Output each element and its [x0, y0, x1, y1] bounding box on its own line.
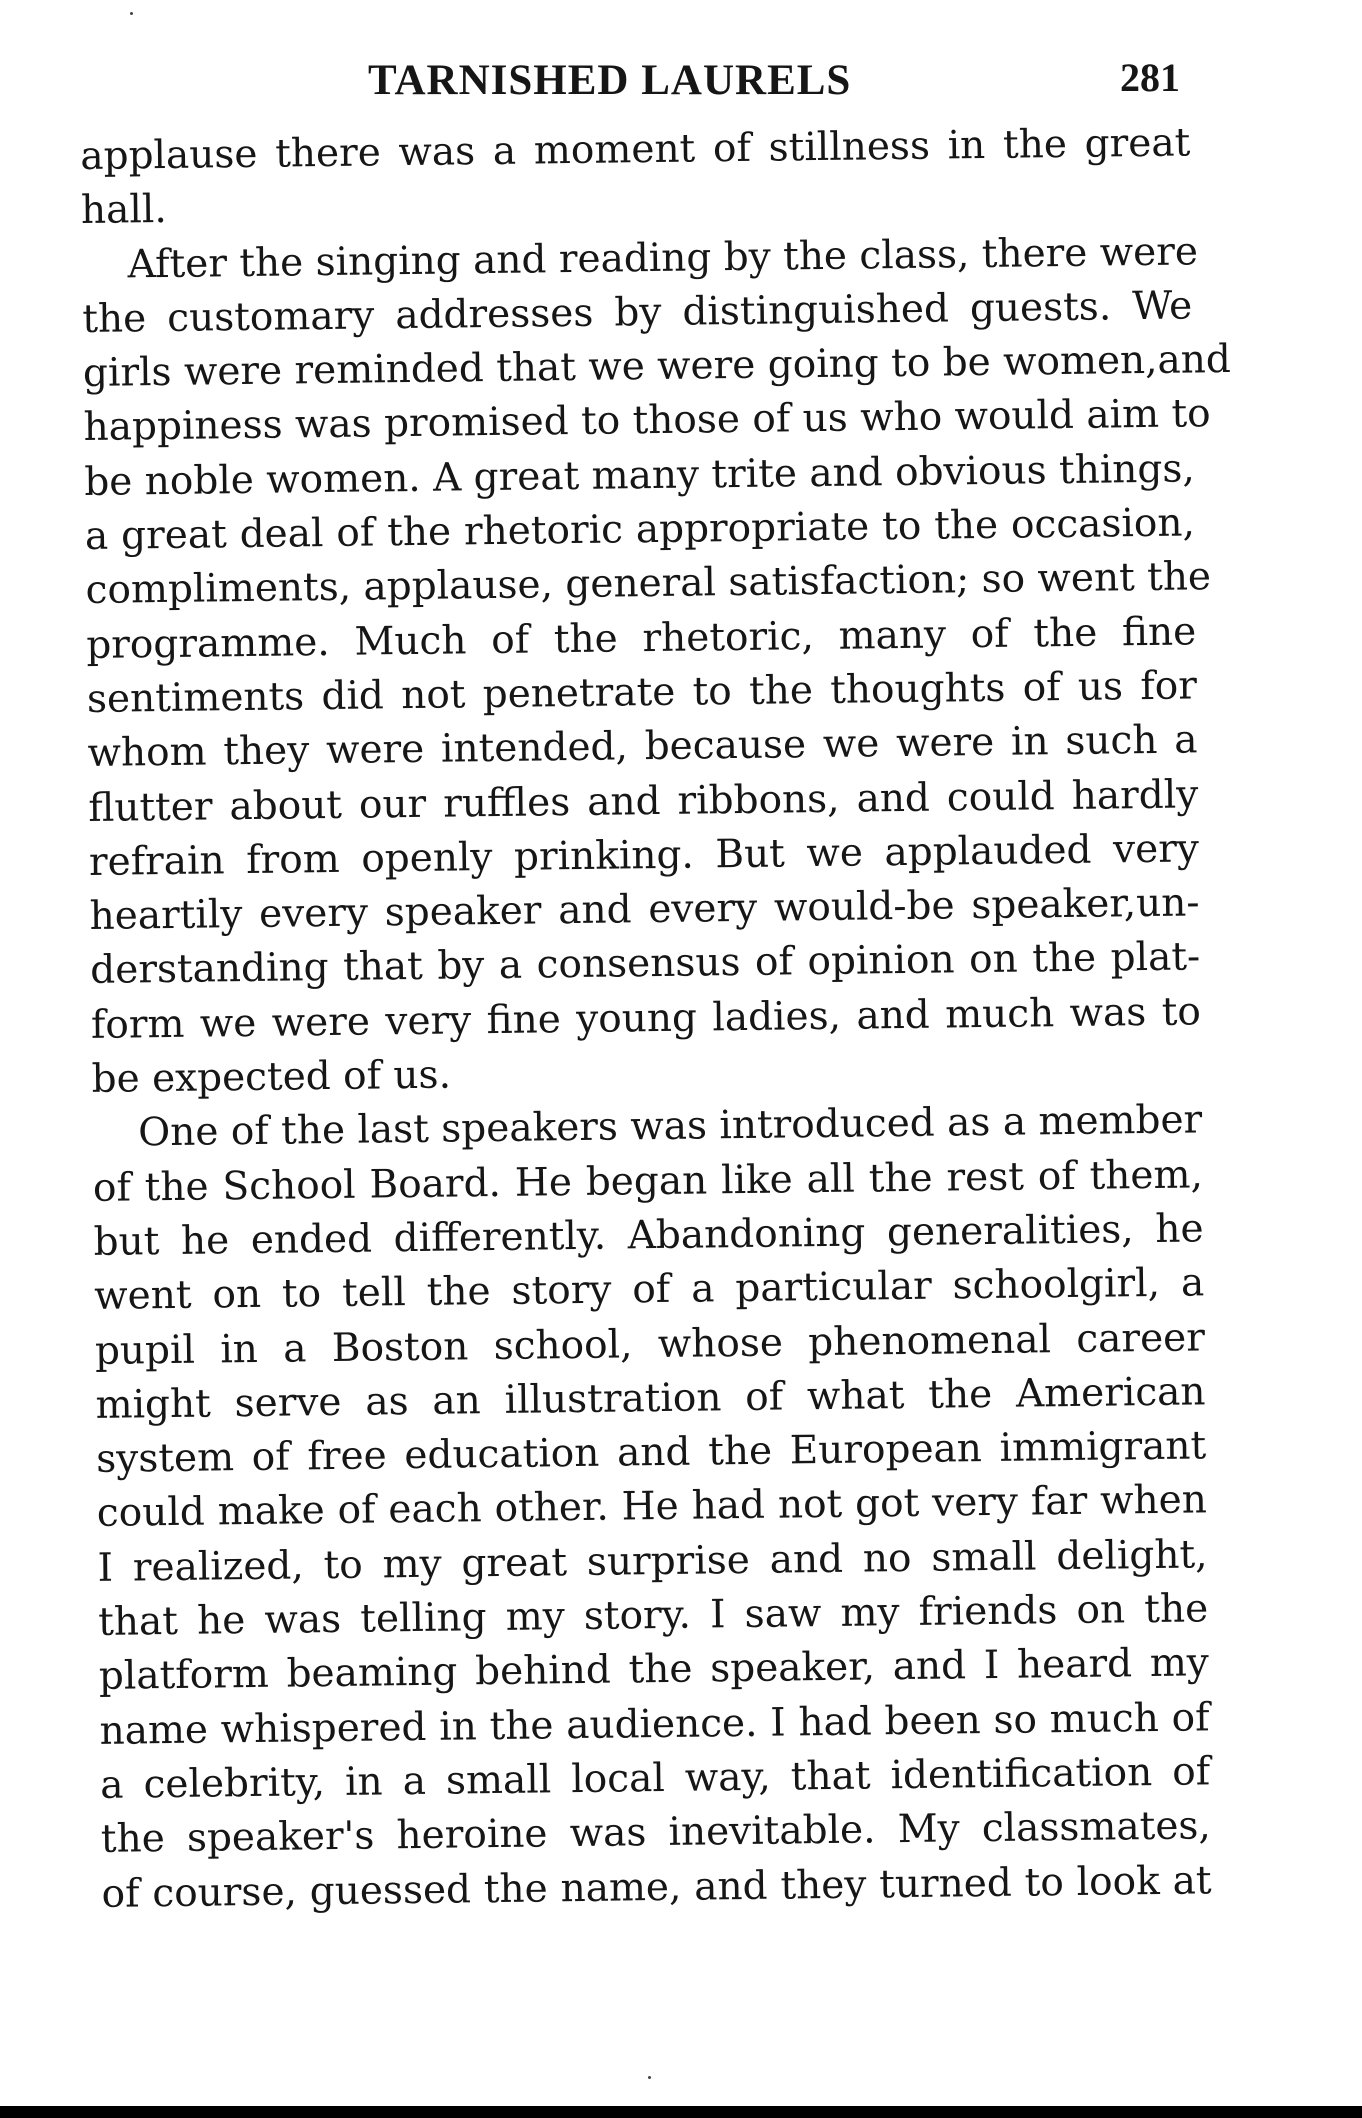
- text-line: platform beaming behind the speaker, and I heard my: [98, 1640, 1210, 1700]
- text-line: derstanding that by a consensus of opinion on the plat-: [89, 934, 1201, 994]
- text-line: a celebrity, in a small local way, that identification of: [99, 1749, 1211, 1808]
- text-line: be noble women. A great many trite and obvious things,: [84, 446, 1196, 505]
- page-number: 281: [1120, 55, 1180, 100]
- text-line: but he ended differently. Abandoning generalities, he: [93, 1206, 1204, 1265]
- text-line: flutter about our ruffles and ribbons, and could hardly: [88, 771, 1199, 831]
- text-line: the speaker's heroine was inevitable. My classmates,: [100, 1803, 1212, 1863]
- text-line: be expected of us.: [91, 1052, 452, 1102]
- scan-speck: [130, 12, 133, 15]
- text-line: refrain from openly prinking. But we applauded very: [88, 826, 1200, 885]
- text-line: form we were very fine young ladies, and much was to: [90, 989, 1202, 1048]
- text-line: could make of each other. He had not got very far when: [96, 1477, 1208, 1537]
- text-line: pupil in a Boston school, whose phenomenal career: [94, 1314, 1206, 1374]
- text-line: name whispered in the audience. I had been so much of: [99, 1694, 1210, 1754]
- text-line: happiness was promised to those of us who would aim to: [83, 391, 1211, 451]
- scan-speck: [648, 2076, 651, 2079]
- text-line: went on to tell the story of a particular schoolgirl, a: [93, 1260, 1205, 1320]
- text-line: of the School Board. He began like all the rest of them,: [92, 1152, 1204, 1211]
- running-title: TARNISHED LAURELS: [368, 57, 852, 104]
- text-line: girls were reminded that we were going to be women,and: [82, 337, 1232, 397]
- running-head: [80, 52, 1180, 112]
- text-line: applause there was a moment of stillness in the great: [80, 120, 1191, 179]
- text-line: the customary addresses by distinguished guests. We: [82, 283, 1193, 342]
- text-line: that he was telling my story. I saw my friends on the: [97, 1586, 1209, 1645]
- body-text: [80, 116, 1232, 1929]
- scan-bottom-edge: [0, 2106, 1362, 2118]
- text-line: I realized, to my great surprise and no small delight,: [97, 1532, 1208, 1591]
- text-line: whom they were intended, because we were in such a: [87, 717, 1198, 777]
- text-line: heartily every speaker and every would-be speaker,un-: [89, 880, 1200, 940]
- text-line: system of free education and the European immigrant: [95, 1423, 1207, 1483]
- text-line: might serve as an illustration of what the American: [95, 1369, 1206, 1428]
- text-line: of course, guessed the name, and they turned to look at: [101, 1857, 1212, 1917]
- text-line: a great deal of the rhetoric appropriate to the occasion,: [84, 500, 1196, 560]
- text-line: programme. Much of the rhetoric, many of the fine: [86, 609, 1197, 668]
- text-line: sentiments did not penetrate to the thoughts of us for: [86, 663, 1198, 722]
- text-line: hall.: [80, 187, 167, 234]
- text-line: One of the last speakers was introduced as a member: [137, 1097, 1203, 1156]
- text-line: compliments, applause, general satisfaction; so went the: [85, 554, 1212, 614]
- text-line: After the singing and reading by the class, there were: [127, 228, 1199, 288]
